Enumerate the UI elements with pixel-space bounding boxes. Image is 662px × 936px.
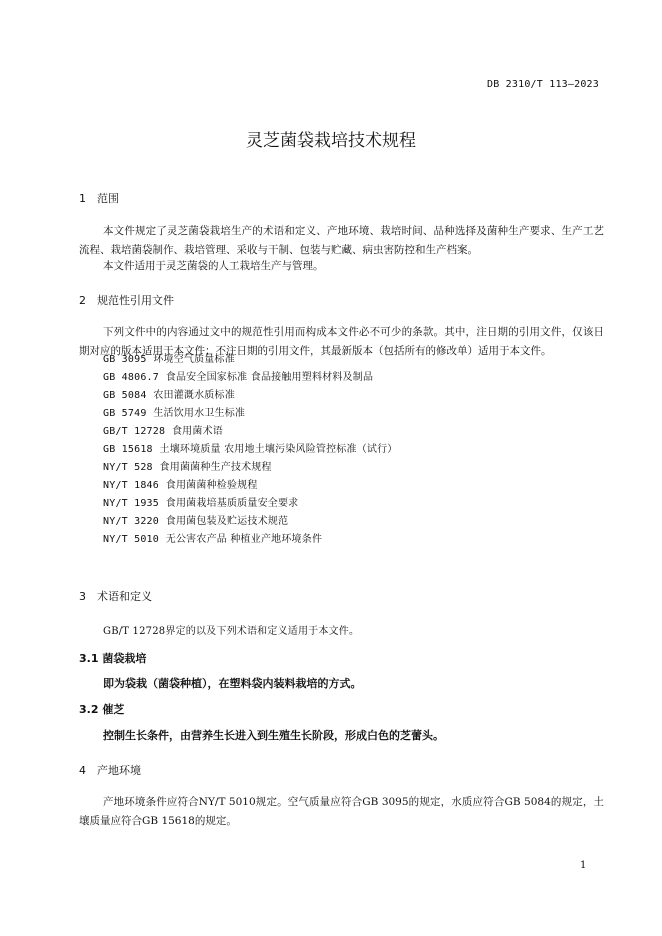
reference-item: [103, 404, 245, 419]
reference-code: NY/T 528: [103, 462, 153, 473]
reference-title: 食用菌菌种生产技术规程: [159, 462, 272, 473]
reference-title: 生活饮用水卫生标准: [153, 408, 246, 419]
reference-title: 食用菌包装及贮运技术规范: [165, 516, 289, 527]
term-3-2-heading: 3.2 催芝: [79, 703, 125, 716]
reference-title: 环境空气质量标准: [153, 354, 235, 365]
reference-item: [103, 368, 373, 383]
section-3-heading: [79, 588, 152, 604]
section-title: 产地环境: [97, 764, 141, 777]
reference-title: 食用菌术语: [171, 426, 223, 437]
section-3-intro: GB/T 12728界定的以及下列术语和定义适用于本文件。: [103, 626, 360, 637]
reference-item: [103, 476, 258, 491]
reference-code: GB 3095: [103, 354, 147, 365]
section-2-heading: [79, 292, 174, 308]
reference-item: [103, 494, 298, 509]
reference-code: NY/T 1935: [103, 498, 159, 509]
reference-code: NY/T 1846: [103, 480, 159, 491]
reference-item: [103, 440, 398, 455]
reference-item: [103, 512, 288, 527]
section-4-heading: [79, 762, 141, 778]
reference-title: 土壤环境质量 农用地土壤污染风险管控标准（试行）: [159, 444, 398, 455]
reference-code: NY/T 5010: [103, 534, 159, 545]
term-3-1-definition: 即为袋栽（菌袋种植），在塑料袋内装料栽培的方式。: [103, 677, 362, 690]
reference-item: [103, 350, 235, 365]
reference-title: 农田灌溉水质标准: [153, 390, 235, 401]
section-1-paragraph-1: 本文件规定了灵芝菌袋栽培生产的术语和定义、产地环境、栽培时间、品种选择及菌种生产要求、生产工艺流程、栽培菌袋制作、栽培管理、采收与干制、包装与贮藏、病虫害防控和生产档案。: [79, 225, 604, 256]
reference-title: 食用菌菌种检验规程: [165, 480, 258, 491]
section-number: 3: [79, 590, 86, 603]
reference-item: [103, 386, 235, 401]
section-4-paragraph-1: 产地环境条件应符合NY/T 5010规定。空气质量应符合GB 3095的规定，水质应符合GB 5084的规定，土壤质量应符合GB 15618的规定。: [79, 796, 604, 827]
section-number: 1: [79, 192, 86, 205]
section-title: 术语和定义: [97, 590, 152, 603]
section-number: 2: [79, 294, 86, 307]
term-3-1-heading: 3.1 菌袋栽培: [79, 652, 147, 665]
section-number: 4: [79, 764, 86, 777]
section-title: 规范性引用文件: [97, 294, 174, 307]
section-title: 范围: [97, 192, 119, 205]
reference-code: NY/T 3220: [103, 516, 159, 527]
reference-title: 无公害农产品 种植业产地环境条件: [165, 534, 323, 545]
reference-code: GB 15618: [103, 444, 153, 455]
reference-code: GB 5084: [103, 390, 147, 401]
section-1-paragraph-2: 本文件适用于灵芝菌袋的人工栽培生产与管理。: [103, 260, 324, 272]
reference-code: GB 5749: [103, 408, 147, 419]
section-2-paragraph-1: 下列文件中的内容通过文中的规范性引用而构成本文件必不可少的条款。其中，注日期的引用文件，仅该日期对应的版本适用于本文件；不注日期的引用文件，其最新版本（包括所有的修改单）适用于本文件。: [79, 326, 604, 357]
reference-code: GB/T 12728: [103, 426, 166, 437]
reference-item: [103, 530, 322, 545]
standard-number: DB 2310/T 113—2023: [487, 79, 599, 90]
reference-code: GB 4806.7: [103, 372, 159, 383]
reference-item: [103, 422, 223, 437]
reference-item: [103, 458, 272, 473]
section-1-heading: [79, 190, 119, 206]
reference-title: 食用菌栽培基质质量安全要求: [165, 498, 299, 509]
term-3-2-definition: 控制生长条件，由营养生长进入到生殖生长阶段，形成白色的芝蕾头。: [103, 729, 444, 742]
reference-title: 食品安全国家标准 食品接触用塑料材料及制品: [165, 372, 374, 383]
document-title: 灵芝菌袋栽培技术规程: [246, 131, 416, 151]
page-number: 1: [580, 860, 587, 871]
